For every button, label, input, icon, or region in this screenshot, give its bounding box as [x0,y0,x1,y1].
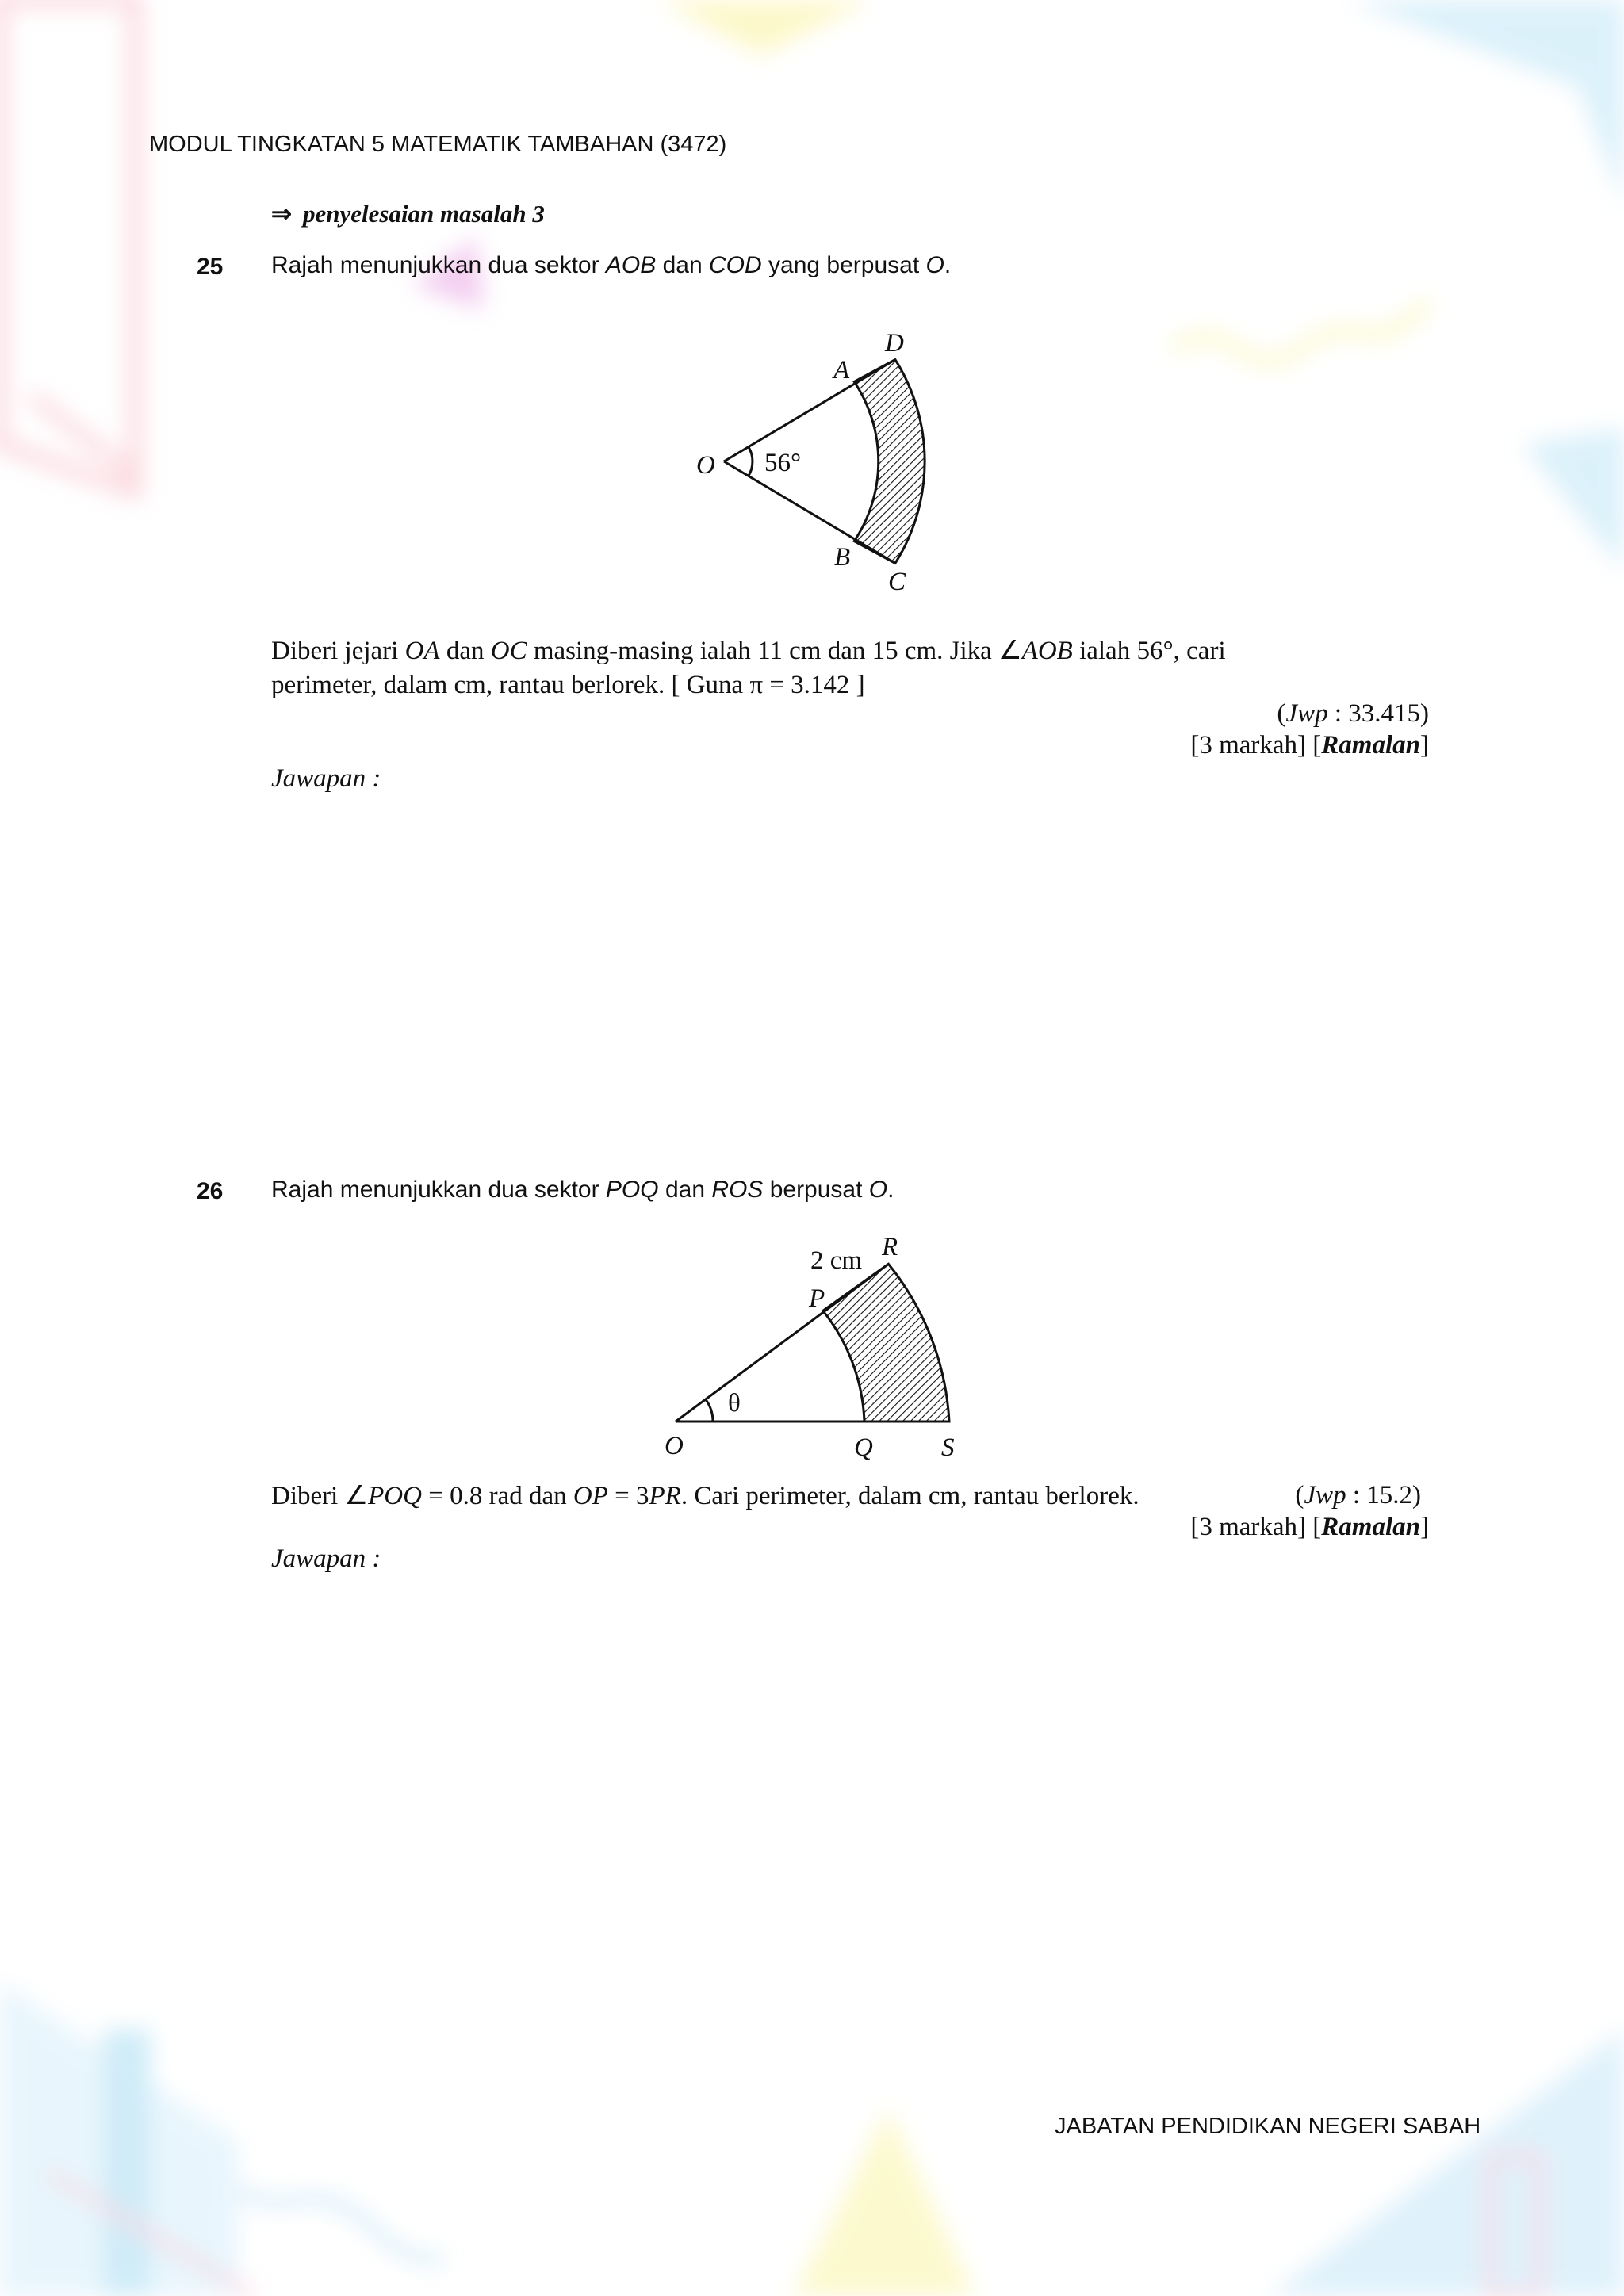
point-label-p: P [809,1284,825,1313]
point-label-c: C [888,568,906,596]
point-label-a: A [833,356,850,385]
question-26-jwp: (Jwp : 15.2) [1295,1481,1421,1510]
point-label-o: O [665,1432,684,1460]
question-25-body [271,634,1226,702]
question-number-26: 26 [197,1178,224,1204]
point-label-o: O [696,451,715,480]
question-25-line-1: Diberi jejari OA dan OC masing-masing ialah 11 cm dan 15 cm. Jika ∠AOB ialah 56°, cari [271,637,1226,665]
question-26-body: Diberi ∠POQ = 0.8 rad dan OP = 3PR. Cari perimeter, dalam cm, rantau berlorek. [271,1482,1139,1510]
point-label-r: R [882,1233,898,1261]
point-label-q: Q [854,1433,873,1462]
question-25-marks: [3 markah] [Ramalan] [1190,731,1429,760]
length-label-pr: 2 cm [810,1246,863,1275]
shaded-region-pqsr [823,1264,949,1422]
angle-arc-aob [749,447,753,476]
question-25-intro: Rajah menunjukkan dua sektor AOB dan COD yang berpusat O. [271,252,952,278]
question-26-jawapan-label: Jawapan : [271,1544,381,1573]
angle-label-56: 56° [764,449,802,477]
figure-sector-poq-ros [650,1221,983,1475]
section-title-text: penyelesaian masalah 3 [302,200,545,228]
figure-sector-aob-cod [682,317,952,603]
question-25-line-2: perimeter, dalam cm, rantau berlorek. [ Guna π = 3.142 ] [271,671,865,699]
question-26-intro: Rajah menunjukkan dua sektor POQ dan ROS berpusat O. [271,1177,894,1203]
question-26-marks: [3 markah] [Ramalan] [1190,1513,1429,1541]
page-header: MODUL TINGKATAN 5 MATEMATIK TAMBAHAN (3472) [149,132,727,157]
question-number-25: 25 [197,254,224,280]
point-label-d: D [885,329,904,358]
section-title [271,200,545,228]
question-25-jwp: (Jwp : 33.415) [1277,699,1429,728]
shaded-region-abcd [854,360,925,564]
point-label-b: B [834,543,851,572]
question-25-jawapan-label: Jawapan : [271,764,381,793]
angle-arc-theta [706,1399,713,1422]
angle-label-theta: θ [728,1389,741,1418]
implies-arrow: ⇒ [271,200,292,228]
point-label-s: S [941,1433,955,1462]
page-footer: JABATAN PENDIDIKAN NEGERI SABAH [1055,2114,1481,2139]
